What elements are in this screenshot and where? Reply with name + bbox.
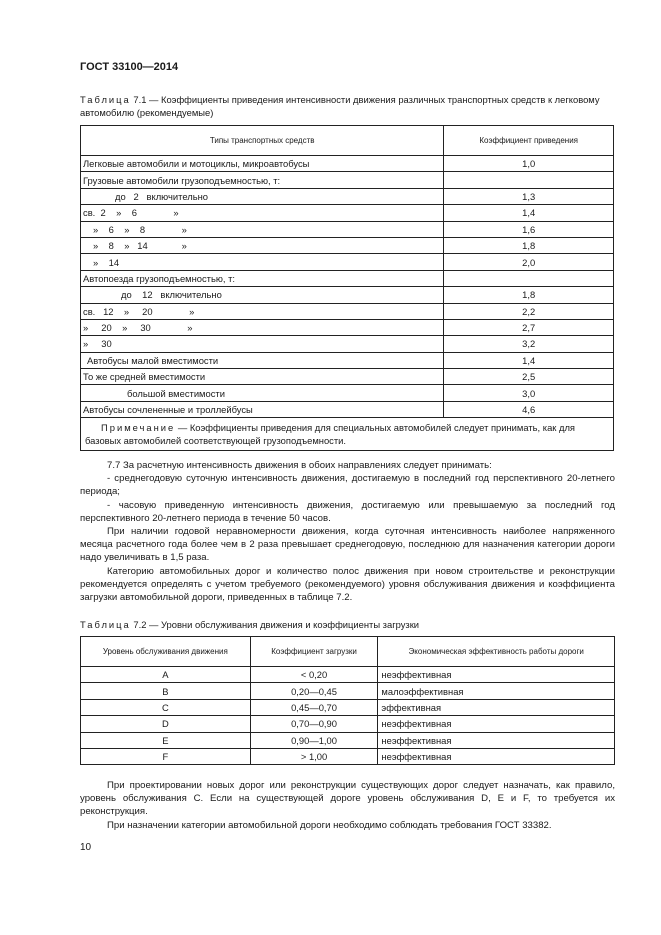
coefficient — [444, 270, 614, 286]
efficiency: малоэффективная — [378, 683, 615, 699]
table-vehicle-coefficients — [80, 125, 614, 451]
table-row — [81, 369, 614, 385]
coefficient: 1,3 — [444, 188, 614, 204]
vehicle-type: Автобусы малой вместимости — [81, 352, 444, 368]
table1-note — [81, 418, 614, 451]
load-coefficient: < 0,20 — [250, 667, 378, 683]
page-number: 10 — [80, 842, 92, 853]
vehicle-type: » 30 — [81, 336, 444, 352]
table-row — [81, 287, 614, 303]
load-coefficient: 0,20—0,45 — [250, 683, 378, 699]
service-level: D — [81, 716, 251, 732]
service-level: C — [81, 699, 251, 715]
table-row — [81, 732, 615, 748]
coefficient: 2,0 — [444, 254, 614, 270]
table2-caption-label: Таблица — [80, 619, 131, 630]
coefficient: 1,0 — [444, 156, 614, 172]
table-row — [81, 270, 614, 286]
coefficient: 2,5 — [444, 369, 614, 385]
vehicle-type: » 6 » 8 » — [81, 221, 444, 237]
table-row — [81, 221, 614, 237]
vehicle-type: » 14 — [81, 254, 444, 270]
section-7-7-bullet-1: - среднегодовую суточную интенсивность движения, достигаемую в последний год перспективного 20-летнего периода; — [80, 473, 615, 498]
vehicle-type: св. 12 » 20 » — [81, 303, 444, 319]
table-row — [81, 254, 614, 270]
table1-caption-label: Таблица — [80, 94, 131, 105]
efficiency: эффективная — [378, 699, 615, 715]
closing-paragraph-1: При проектировании новых дорог или реконструкции существующих дорог следует назначать, как правило, уровень обслуживания С. Если на существующей дороге уровень обслуживания D, E и F, то требуется их реконструкция. — [80, 780, 615, 818]
vehicle-type: Автобусы сочлененные и троллейбусы — [81, 401, 444, 417]
vehicle-type: » 20 » 30 » — [81, 319, 444, 335]
section-7-7-intro: 7.7 За расчетную интенсивность движения в обоих направлениях следует принимать: — [107, 460, 492, 471]
table2-caption-text: 7.2 — Уровни обслуживания движения и коэффициенты загрузки — [130, 619, 420, 630]
coefficient: 4,6 — [444, 401, 614, 417]
load-coefficient: > 1,00 — [250, 748, 378, 764]
table-row — [81, 172, 614, 188]
efficiency: неэффективная — [378, 667, 615, 683]
vehicle-type: Грузовые автомобили грузоподъемностью, т: — [81, 172, 444, 188]
coefficient: 1,4 — [444, 205, 614, 221]
section-7-7-paragraph-1: При наличии годовой неравномерности движения, когда суточная интенсивность наиболее напряженного месяца расчетного года более чем в 2 раза превышает среднегодовую, последнюю для назначения категории дороги надо увеличивать в 1,5 раза. — [80, 526, 615, 564]
vehicle-type: Автопоезда грузоподъемностью, т: — [81, 270, 444, 286]
efficiency: неэффективная — [378, 748, 615, 764]
table-row — [81, 205, 614, 221]
table2-caption — [80, 618, 615, 631]
service-level: B — [81, 683, 251, 699]
coefficient: 1,8 — [444, 237, 614, 253]
load-coefficient: 0,45—0,70 — [250, 699, 378, 715]
table2-header-row — [81, 637, 615, 667]
vehicle-type: Легковые автомобили и мотоциклы, микроавтобусы — [81, 156, 444, 172]
section-7-7-bullet-2: - часовую приведенную интенсивность движения, достигаемую или превышаемую за последний год перспективного 20-летнего периода в течение 50 часов. — [80, 499, 615, 524]
table2-col-header-load: Коэффициент загрузки — [250, 637, 378, 667]
vehicle-type: св. 2 » 6 » — [81, 205, 444, 221]
coefficient: 1,8 — [444, 287, 614, 303]
vehicle-type: большой вместимости — [81, 385, 444, 401]
table-row — [81, 336, 614, 352]
document-header: ГОСТ 33100—2014 — [80, 61, 179, 73]
coefficient: 1,6 — [444, 221, 614, 237]
table1-caption — [80, 93, 615, 119]
table-row — [81, 716, 615, 732]
coefficient: 2,2 — [444, 303, 614, 319]
vehicle-type: до 2 включительно — [81, 188, 444, 204]
table1-caption-text: 7.1 — Коэффициенты приведения интенсивности движения различных транспортных средств к легковому автомобилю (рекомендуемые) — [80, 94, 600, 118]
table-row — [81, 237, 614, 253]
table-row — [81, 667, 615, 683]
table-row — [81, 385, 614, 401]
vehicle-type: » 8 » 14 » — [81, 237, 444, 253]
efficiency: неэффективная — [378, 732, 615, 748]
table-row — [81, 401, 614, 417]
table-row — [81, 748, 615, 764]
section-7-7-paragraph-2: Категорию автомобильных дорог и количество полос движения при новом строительстве и реконструкции рекомендуется определять с учетом требуемого (рекомендуемого) уровня обслуживания движения и коэффициента загрузки автомобильной дороги, приведенных в таблице 7.2. — [80, 565, 615, 604]
service-level: F — [81, 748, 251, 764]
table-row — [81, 156, 614, 172]
table-service-levels — [80, 636, 615, 765]
table-row — [81, 683, 615, 699]
table1-header-row — [81, 126, 614, 156]
closing-paragraph-2: При назначении категории автомобильной дороги необходимо соблюдать требования ГОСТ 33382. — [107, 819, 552, 831]
table-row — [81, 319, 614, 335]
coefficient: 3,2 — [444, 336, 614, 352]
coefficient: 2,7 — [444, 319, 614, 335]
load-coefficient: 0,90—1,00 — [250, 732, 378, 748]
load-coefficient: 0,70—0,90 — [250, 716, 378, 732]
table2-col-header-level: Уровень обслуживания движения — [81, 637, 251, 667]
vehicle-type: То же средней вместимости — [81, 369, 444, 385]
closing-section — [80, 779, 615, 832]
table-row — [81, 699, 615, 715]
note-text: — Коэффициенты приведения для специальных автомобилей следует принимать, как для базовых автомобилей соответствующей грузоподъемности. — [85, 422, 576, 447]
table-row — [81, 188, 614, 204]
coefficient: 3,0 — [444, 385, 614, 401]
coefficient: 1,4 — [444, 352, 614, 368]
service-level: A — [81, 667, 251, 683]
service-level: E — [81, 732, 251, 748]
table-row — [81, 303, 614, 319]
efficiency: неэффективная — [378, 716, 615, 732]
vehicle-type: до 12 включительно — [81, 287, 444, 303]
table1-note-row — [81, 418, 614, 451]
coefficient — [444, 172, 614, 188]
table2-col-header-efficiency: Экономическая эффективность работы дороги — [378, 637, 615, 667]
section-7-7 — [80, 459, 615, 604]
table1-col-header-type: Типы транспортных средств — [81, 126, 444, 156]
table-row — [81, 352, 614, 368]
note-label: Примечание — [101, 422, 176, 434]
table1-col-header-coef: Коэффициент приведения — [444, 126, 614, 156]
